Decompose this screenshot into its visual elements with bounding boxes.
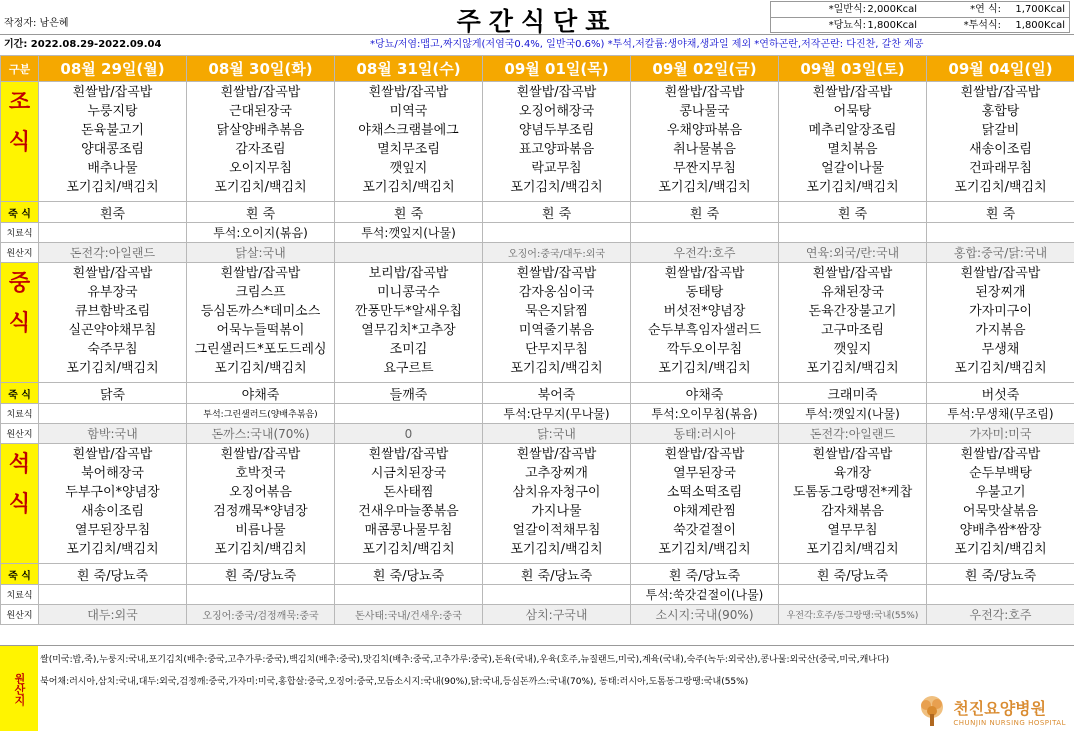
meal-label-char: 식 — [8, 130, 31, 155]
therapy-diet-row — [1, 585, 1074, 605]
meal-label — [1, 444, 39, 564]
menu-item: 가지볶음 — [975, 323, 1026, 338]
menu-item: 오징어해장국 — [518, 104, 595, 119]
porridge-cell: 흰 죽/당뇨죽 — [927, 564, 1074, 585]
menu-item: 흰쌀밥/잡곡밥 — [664, 447, 745, 462]
origin-cell: 삼치:구국내 — [483, 605, 631, 625]
menu-item: 깐풍만두*알새우칩 — [355, 304, 462, 319]
menu-item: 감자채볶음 — [821, 504, 884, 519]
therapy-diet-cell — [927, 585, 1074, 605]
day-menu-cell — [927, 444, 1074, 564]
calorie-box — [770, 1, 1070, 33]
meal-label-char: 조 — [8, 90, 31, 115]
menu-item: 열무무침 — [827, 523, 878, 538]
menu-item: 도톰동그랑땡전*케찹 — [792, 485, 913, 500]
origin-cell: 오징어:중국/대두:외국 — [483, 243, 631, 263]
menu-item: 돈육간장불고기 — [808, 304, 897, 319]
therapy-diet-cell: 투석:단무지(무나물) — [483, 404, 631, 424]
menu-item: 흰쌀밥/잡곡밥 — [960, 266, 1041, 281]
therapy-diet-cell: 투석:무생채(무조림) — [927, 404, 1074, 424]
origin-label: 원산지 — [1, 424, 39, 444]
menu-item: 건새우마늘쫑볶음 — [358, 504, 459, 519]
menu-item: 누룽지탕 — [87, 104, 138, 119]
origin-cell: 우전각:호주/동그랑땡:국내(55%) — [779, 605, 927, 625]
origin-cell: 가자미:미국 — [927, 424, 1074, 444]
menu-item: 흰쌀밥/잡곡밥 — [72, 266, 153, 281]
therapy-diet-cell: 투석:그린샐러드(양배추볶음) — [187, 404, 335, 424]
menu-item: 포기김치/백김치 — [658, 361, 751, 376]
day-menu-cell — [335, 444, 483, 564]
day-menu-cell — [779, 82, 927, 202]
menu-item: 오이지무침 — [229, 161, 292, 176]
menu-item: 흰쌀밥/잡곡밥 — [812, 447, 893, 462]
calorie-label: *연 식: — [970, 4, 1001, 15]
day-header-row — [1, 56, 1074, 82]
porridge-cell: 흰 죽/당뇨죽 — [187, 564, 335, 585]
top-bar — [0, 0, 1074, 34]
therapy-diet-cell: 투석:깻잎지(나물) — [335, 223, 483, 243]
tree-icon — [915, 694, 949, 728]
porridge-cell: 흰 죽/당뇨죽 — [39, 564, 187, 585]
menu-item: 어묵탕 — [833, 104, 872, 119]
origin-cell: 돈전각:아일랜드 — [779, 424, 927, 444]
therapy-diet-cell — [779, 585, 927, 605]
menu-item: 포기김치/백김치 — [954, 361, 1047, 376]
menu-item: 검정깨묵*양념장 — [213, 504, 308, 519]
menu-item: 배추나물 — [87, 161, 138, 176]
therapy-diet-cell: 투석:오이무침(볶음) — [631, 404, 779, 424]
menu-item: 유채된장국 — [821, 285, 884, 300]
menu-item: 포기김치/백김치 — [214, 542, 307, 557]
menu-item: 양배추쌈*쌈장 — [959, 523, 1042, 538]
porridge-cell: 야채죽 — [187, 383, 335, 404]
menu-item: 포기김치/백김치 — [362, 180, 455, 195]
day-menu-cell — [779, 263, 927, 383]
porridge-cell: 흰 죽 — [483, 202, 631, 223]
menu-item: 조미김 — [389, 342, 428, 357]
menu-item: 멸치볶음 — [827, 142, 878, 157]
menu-item: 흰쌀밥/잡곡밥 — [220, 266, 301, 281]
menu-item: 흰쌀밥/잡곡밥 — [960, 85, 1041, 100]
menu-item: 흰쌀밥/잡곡밥 — [516, 447, 597, 462]
menu-item: 유부장국 — [87, 285, 138, 300]
menu-item: 호박젓국 — [235, 466, 286, 481]
calorie-value: 1,800Kcal — [1015, 20, 1065, 31]
origin-row — [1, 243, 1074, 263]
origin-cell: 함박:국내 — [39, 424, 187, 444]
therapy-diet-cell: 투석:오이지(볶음) — [187, 223, 335, 243]
menu-item: 근대된장국 — [229, 104, 292, 119]
day-header: 09월 03일(토) — [779, 56, 927, 82]
day-menu-cell — [631, 82, 779, 202]
therapy-diet-cell — [483, 223, 631, 243]
menu-item: 포기김치/백김치 — [954, 180, 1047, 195]
porridge-cell: 크래미죽 — [779, 383, 927, 404]
menu-item: 가자미구이 — [969, 304, 1032, 319]
day-menu-cell — [39, 82, 187, 202]
menu-item: 표고양파볶음 — [518, 142, 595, 157]
diet-note: *당뇨/저염:맵고,짜지않게(저염국0.4%, 일반국0.6%) *투석,저칼륨:생야채,생과일 제외 *연하곤란,저작곤란: 다진찬, 갈찬 제공 — [370, 39, 924, 50]
porridge-cell: 야채죽 — [631, 383, 779, 404]
menu-item: 새송이조림 — [969, 142, 1032, 157]
menu-item: 포기김치/백김치 — [510, 542, 603, 557]
menu-item: 보리밥/잡곡밥 — [368, 266, 449, 281]
day-menu-cell — [631, 444, 779, 564]
origin-row — [1, 424, 1074, 444]
day-menu-cell — [39, 444, 187, 564]
menu-item: 흰쌀밥/잡곡밥 — [664, 85, 745, 100]
day-menu-cell — [483, 82, 631, 202]
therapy-diet-cell — [187, 585, 335, 605]
period-date: 기간: 2022.08.29-2022.09.04 — [4, 39, 162, 50]
porridge-cell: 흰 죽/당뇨죽 — [335, 564, 483, 585]
logo-name: 천진요양병원 — [953, 698, 1047, 718]
menu-item: 양념두부조림 — [518, 123, 595, 138]
menu-item: 흰쌀밥/잡곡밥 — [516, 266, 597, 281]
meal-items-row — [1, 444, 1074, 564]
calorie-label: *투석식: — [963, 20, 1001, 31]
menu-item: 얼갈이적채무침 — [512, 523, 601, 538]
day-menu-cell — [335, 82, 483, 202]
menu-item: 흰쌀밥/잡곡밥 — [220, 447, 301, 462]
menu-item: 무짠지무침 — [673, 161, 736, 176]
menu-item: 취나물볶음 — [673, 142, 736, 157]
menu-item: 흰쌀밥/잡곡밥 — [368, 85, 449, 100]
therapy-diet-cell — [39, 585, 187, 605]
day-header: 09월 02일(금) — [631, 56, 779, 82]
menu-item: 오징어볶음 — [229, 485, 292, 500]
therapy-diet-cell — [39, 223, 187, 243]
therapy-diet-row — [1, 223, 1074, 243]
menu-item: 그린샐러드*포도드레싱 — [194, 342, 327, 357]
origin-cell: 닭:국내 — [483, 424, 631, 444]
menu-item: 크림스프 — [235, 285, 286, 300]
menu-item: 동태탕 — [685, 285, 724, 300]
porridge-cell: 들깨죽 — [335, 383, 483, 404]
porridge-cell: 흰 죽/당뇨죽 — [779, 564, 927, 585]
menu-item: 묵은지닭찜 — [525, 304, 588, 319]
menu-item: 감자옹심이국 — [518, 285, 595, 300]
calorie-label: *일반식: — [828, 4, 866, 15]
menu-item: 어묵맛살볶음 — [962, 504, 1039, 519]
therapy-diet-cell — [39, 404, 187, 424]
menu-item: 감자조림 — [235, 142, 286, 157]
therapy-diet-cell — [483, 585, 631, 605]
menu-item: 흰쌀밥/잡곡밥 — [812, 266, 893, 281]
menu-item: 건파래무침 — [969, 161, 1032, 176]
menu-item: 비름나물 — [235, 523, 286, 538]
menu-item: 흰쌀밥/잡곡밥 — [960, 447, 1041, 462]
menu-item: 순두부백탕 — [969, 466, 1032, 481]
menu-item: 야채계란찜 — [673, 504, 736, 519]
menu-item: 고추장찌개 — [525, 466, 588, 481]
meal-label-char: 석 — [8, 452, 31, 477]
porridge-label: 죽 식 — [1, 383, 39, 404]
meal-label-char: 식 — [8, 492, 31, 517]
menu-item: 시금치된장국 — [370, 466, 447, 481]
menu-item: 포기김치/백김치 — [510, 361, 603, 376]
therapy-diet-label: 치료식 — [1, 223, 39, 243]
menu-item: 열무된장무침 — [74, 523, 151, 538]
menu-item: 포기김치/백김치 — [362, 542, 455, 557]
menu-item: 육개장 — [833, 466, 872, 481]
day-menu-cell — [187, 263, 335, 383]
origin-cell: 소시지:국내(90%) — [631, 605, 779, 625]
day-header: 09월 04일(일) — [927, 56, 1074, 82]
origin-row — [1, 605, 1074, 625]
porridge-cell: 북어죽 — [483, 383, 631, 404]
therapy-diet-cell — [335, 404, 483, 424]
menu-item: 북어해장국 — [81, 466, 144, 481]
therapy-diet-cell — [335, 585, 483, 605]
menu-item: 버섯전*양념장 — [663, 304, 746, 319]
meal-label-char: 식 — [8, 311, 31, 336]
menu-item: 포기김치/백김치 — [510, 180, 603, 195]
menu-table — [0, 55, 1074, 625]
menu-item: 된장찌개 — [975, 285, 1026, 300]
porridge-row — [1, 383, 1074, 404]
porridge-cell: 흰 죽 — [779, 202, 927, 223]
menu-item: 포기김치/백김치 — [658, 180, 751, 195]
origin-cell: 우전각:호주 — [927, 605, 1074, 625]
menu-item: 얼갈이나물 — [821, 161, 884, 176]
day-menu-cell — [187, 82, 335, 202]
origin-cell: 오징어:중국/검정깨묵:중국 — [187, 605, 335, 625]
menu-item: 숙주무침 — [87, 342, 138, 357]
menu-item: 흰쌀밥/잡곡밥 — [72, 447, 153, 462]
day-menu-cell — [39, 263, 187, 383]
menu-item: 포기김치/백김치 — [214, 361, 307, 376]
menu-item: 두부구이*양념장 — [65, 485, 160, 500]
menu-item: 깍두오이무침 — [666, 342, 743, 357]
page-title: 주간식단표 — [456, 7, 618, 36]
porridge-cell: 버섯죽 — [927, 383, 1074, 404]
day-header: 08월 30일(화) — [187, 56, 335, 82]
origin-footer — [0, 645, 1074, 731]
day-menu-cell — [779, 444, 927, 564]
menu-item: 멸치무조림 — [377, 142, 440, 157]
menu-item: 포기김치/백김치 — [806, 180, 899, 195]
menu-item: 쑥갓겉절이 — [673, 523, 736, 538]
origin-cell: 홍합:중국/닭:국내 — [927, 243, 1074, 263]
porridge-cell: 닭죽 — [39, 383, 187, 404]
menu-item: 포기김치/백김치 — [806, 361, 899, 376]
origin-label: 원산지 — [1, 243, 39, 263]
calorie-label: *당뇨식: — [828, 20, 866, 31]
menu-item: 흰쌀밥/잡곡밥 — [220, 85, 301, 100]
menu-item: 락교무침 — [531, 161, 582, 176]
therapy-diet-label: 치료식 — [1, 404, 39, 424]
menu-item: 우불고기 — [975, 485, 1026, 500]
therapy-diet-cell — [927, 223, 1074, 243]
menu-item: 돈육불고기 — [81, 123, 144, 138]
calorie-value: 1,700Kcal — [1015, 4, 1065, 15]
menu-item: 실곤약야채무침 — [68, 323, 157, 338]
meal-label-char: 중 — [8, 271, 31, 296]
hospital-logo — [915, 694, 1066, 728]
corner-cell: 구분 — [1, 56, 39, 82]
origin-cell: 돈전각:아일랜드 — [39, 243, 187, 263]
origin-line: 북어채:러시아,삼치:국내,대두:외국,검정깨:중국,가자미:미국,홍합살:중국,오징어:중국,모듬소시지:국내(90%),닭:국내,등심돈까스:국내(70%), 동태:러시아,도톰동그랑땡:국내(55%) — [40, 677, 749, 687]
menu-item: 포기김치/백김치 — [658, 542, 751, 557]
menu-item: 가지나물 — [531, 504, 582, 519]
menu-item: 열무김치*고추장 — [361, 323, 456, 338]
menu-item: 야채스크램블에그 — [358, 123, 459, 138]
origin-cell — [335, 243, 483, 263]
origin-cell: 대두:외국 — [39, 605, 187, 625]
day-menu-cell — [483, 444, 631, 564]
menu-item: 깻잎지 — [833, 342, 872, 357]
menu-item: 닭갈비 — [981, 123, 1020, 138]
origin-cell: 돈까스:국내(70%) — [187, 424, 335, 444]
origin-cell: 돈사태:국내/건새우:중국 — [335, 605, 483, 625]
day-menu-cell — [187, 444, 335, 564]
day-header: 09월 01일(목) — [483, 56, 631, 82]
menu-item: 포기김치/백김치 — [66, 542, 159, 557]
calorie-value: 1,800Kcal — [867, 20, 917, 31]
logo-subtitle: CHUNJIN NURSING HOSPITAL — [953, 718, 1066, 727]
menu-item: 순두부흑임자샐러드 — [647, 323, 762, 338]
meal-label — [1, 82, 39, 202]
porridge-cell: 흰 죽/당뇨죽 — [483, 564, 631, 585]
menu-item: 미역국 — [389, 104, 428, 119]
menu-item: 홍합탕 — [981, 104, 1020, 119]
menu-item: 어묵누들떡볶이 — [216, 323, 305, 338]
menu-item: 무생채 — [981, 342, 1020, 357]
calorie-row — [770, 17, 1070, 33]
menu-item: 삼치유자청구이 — [512, 485, 601, 500]
therapy-diet-cell: 투석:쑥갓겉절이(나물) — [631, 585, 779, 605]
menu-item: 닭살양배추볶음 — [216, 123, 305, 138]
day-menu-cell — [335, 263, 483, 383]
menu-item: 매콤콩나물무침 — [364, 523, 453, 538]
therapy-diet-row — [1, 404, 1074, 424]
period-bar — [0, 34, 1074, 54]
menu-item: 포기김치/백김치 — [954, 542, 1047, 557]
menu-item: 흰쌀밥/잡곡밥 — [664, 266, 745, 281]
menu-item: 돈사태찜 — [383, 485, 434, 500]
porridge-cell: 흰 죽 — [335, 202, 483, 223]
day-header: 08월 29일(월) — [39, 56, 187, 82]
menu-item: 단무지무침 — [525, 342, 588, 357]
origin-line: 쌀(미국:밥,죽),누룽지:국내,포기김치(배추:중국,고추가루:중국),백김치(배추:중국),맛김치(배추:중국,고추가루:중국),돈육(국내),우육(호주,뉴질랜드,미국),계육(국내),숙주(녹두:외국산),콩나물:외국산(중국,미국,캐나다) — [40, 655, 890, 665]
therapy-diet-cell: 투석:깻잎지(나물) — [779, 404, 927, 424]
menu-item: 흰쌀밥/잡곡밥 — [516, 85, 597, 100]
meal-label — [1, 263, 39, 383]
porridge-cell: 흰 죽 — [187, 202, 335, 223]
day-menu-cell — [927, 263, 1074, 383]
menu-item: 큐브함박조림 — [74, 304, 151, 319]
therapy-diet-cell — [631, 223, 779, 243]
menu-item: 미니콩국수 — [377, 285, 440, 300]
menu-item: 등심돈까스*데미소스 — [200, 304, 321, 319]
calorie-row — [770, 1, 1070, 17]
menu-item: 포기김치/백김치 — [66, 180, 159, 195]
day-menu-cell — [927, 82, 1074, 202]
menu-item: 포기김치/백김치 — [214, 180, 307, 195]
origin-label: 원산지 — [1, 605, 39, 625]
origin-cell: 0 — [335, 424, 483, 444]
porridge-row — [1, 564, 1074, 585]
meal-items-row — [1, 263, 1074, 383]
menu-item: 미역줄기볶음 — [518, 323, 595, 338]
porridge-label: 죽 식 — [1, 202, 39, 223]
menu-item: 흰쌀밥/잡곡밥 — [368, 447, 449, 462]
porridge-label: 죽 식 — [1, 564, 39, 585]
therapy-diet-label: 치료식 — [1, 585, 39, 605]
menu-item: 포기김치/백김치 — [806, 542, 899, 557]
porridge-cell: 흰 죽 — [631, 202, 779, 223]
menu-item: 고구마조림 — [821, 323, 884, 338]
porridge-cell: 흰죽 — [39, 202, 187, 223]
menu-item: 우채양파볶음 — [666, 123, 743, 138]
menu-item: 흰쌀밥/잡곡밥 — [72, 85, 153, 100]
porridge-cell: 흰 죽/당뇨죽 — [631, 564, 779, 585]
porridge-cell: 흰 죽 — [927, 202, 1074, 223]
origin-cell: 연육:외국/란:국내 — [779, 243, 927, 263]
menu-item: 흰쌀밥/잡곡밥 — [812, 85, 893, 100]
menu-item: 소떡소떡조림 — [666, 485, 743, 500]
meal-items-row — [1, 82, 1074, 202]
menu-item: 요구르트 — [383, 361, 434, 376]
day-menu-cell — [483, 263, 631, 383]
menu-item: 메추리알장조림 — [808, 123, 897, 138]
menu-item: 깻잎지 — [389, 161, 428, 176]
menu-item: 포기김치/백김치 — [66, 361, 159, 376]
menu-item: 양대콩조림 — [81, 142, 144, 157]
menu-item: 새송이조림 — [81, 504, 144, 519]
author-label: 작정자: 남은혜 — [4, 18, 69, 29]
therapy-diet-cell — [779, 223, 927, 243]
origin-cell: 닭살:국내 — [187, 243, 335, 263]
porridge-row — [1, 202, 1074, 223]
calorie-value: 2,000Kcal — [867, 4, 917, 15]
menu-item: 열무된장국 — [673, 466, 736, 481]
origin-cell: 우전각:호주 — [631, 243, 779, 263]
menu-item: 콩나물국 — [679, 104, 730, 119]
origin-cell: 동태:러시아 — [631, 424, 779, 444]
day-header: 08월 31일(수) — [335, 56, 483, 82]
footer-label: 원산지 — [0, 646, 38, 731]
day-menu-cell — [631, 263, 779, 383]
